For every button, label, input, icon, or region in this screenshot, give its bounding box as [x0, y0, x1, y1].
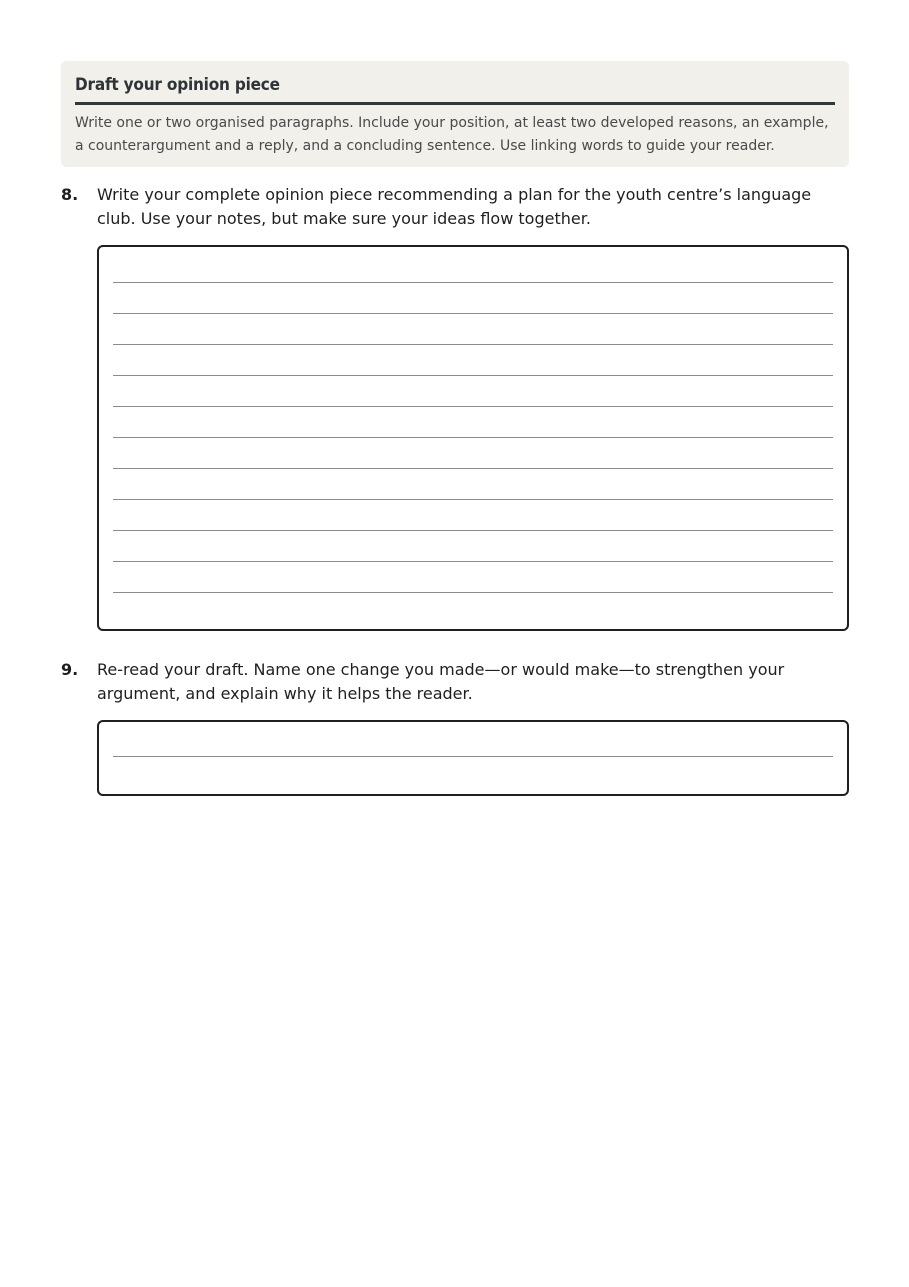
- question-text: Re-read your draft. Name one change you made—or would make—to strengthen your argument, and explain why it helps the reader.: [97, 660, 785, 703]
- writing-line: [113, 437, 833, 438]
- answer-box-8[interactable]: [97, 245, 849, 631]
- writing-line: [113, 375, 833, 376]
- instructions-panel: [61, 61, 849, 167]
- panel-instructions: Write one or two organised paragraphs. Include your position, at least two developed reasons, an example, a counterargument and a reply, and a concluding sentence. Use linking words to guide your reader.: [75, 115, 829, 154]
- question-text: Write your complete opinion piece recommending a plan for the youth centre’s language club. Use your notes, but make sure your ideas flow together.: [97, 185, 812, 228]
- writing-line: [113, 406, 833, 407]
- writing-line: [113, 313, 833, 314]
- question-9: [61, 658, 849, 708]
- writing-line: [113, 468, 833, 469]
- question-number: 8.: [61, 185, 79, 204]
- writing-line: [113, 499, 833, 500]
- question-number: 9.: [61, 660, 79, 679]
- writing-line: [113, 592, 833, 593]
- writing-line: [113, 530, 833, 531]
- panel-title: Draft your opinion piece: [75, 75, 280, 95]
- answer-box-9[interactable]: [97, 720, 849, 796]
- writing-line: [113, 561, 833, 562]
- writing-line: [113, 756, 833, 757]
- question-8: [61, 183, 849, 233]
- panel-divider: [75, 102, 835, 105]
- writing-line: [113, 282, 833, 283]
- writing-line: [113, 344, 833, 345]
